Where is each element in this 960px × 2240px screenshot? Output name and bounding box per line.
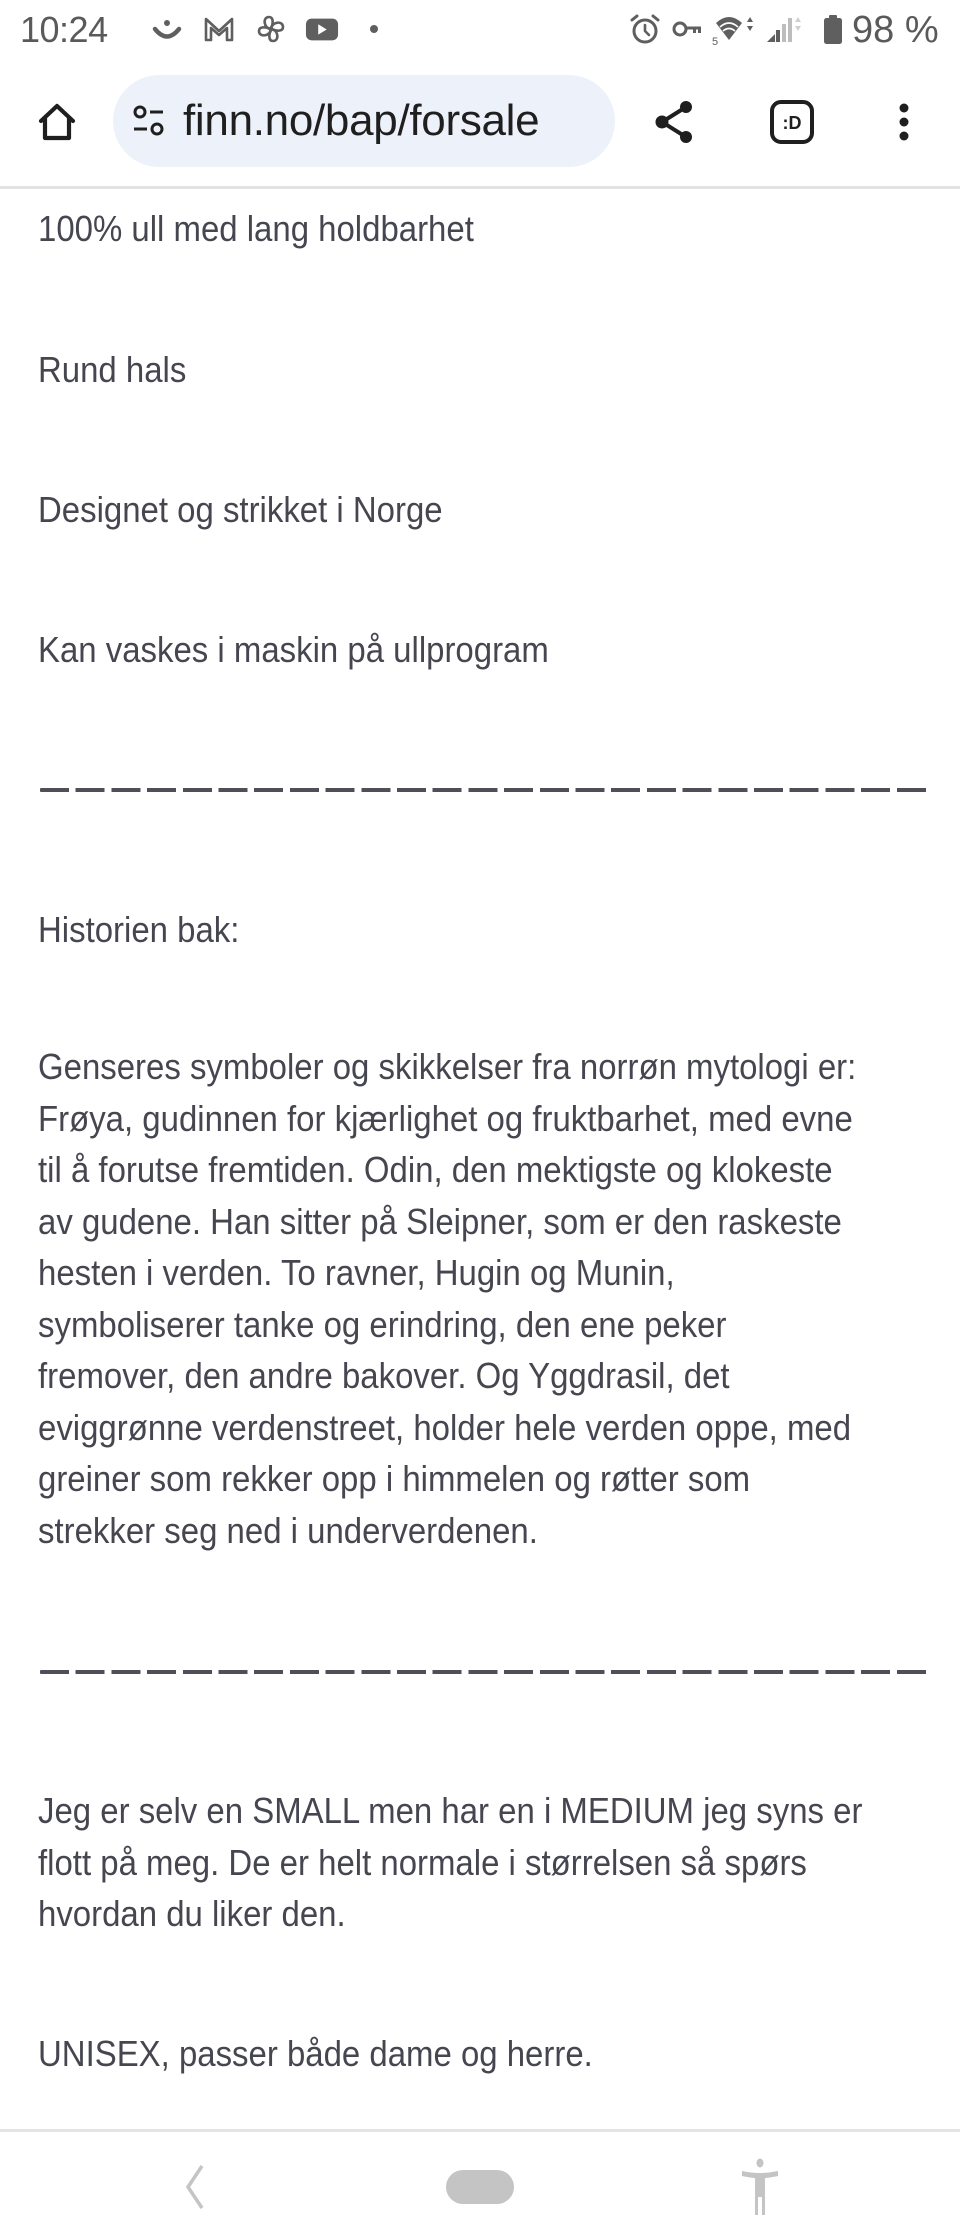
address-bar[interactable] [113, 75, 615, 167]
pinwheel-icon [254, 12, 288, 46]
wifi-5ghz-icon [712, 12, 756, 46]
svg-text:5: 5 [712, 36, 719, 46]
youtube-icon [305, 12, 339, 46]
home-pill-button[interactable] [440, 2162, 520, 2212]
home-pill-icon [446, 2170, 514, 2204]
tune-icon[interactable] [129, 101, 169, 141]
more-vert-icon [894, 97, 914, 147]
system-nav-bar [0, 2129, 960, 2240]
back-button[interactable] [170, 2162, 220, 2212]
extension-button[interactable] [760, 90, 824, 154]
home-button[interactable] [28, 90, 86, 154]
svg-text::D: :D [782, 113, 802, 133]
feature-line: 100% ull med lang holdbarhet [38, 208, 474, 249]
size-note-paragraph: Jeg er selv en SMALL men har en i MEDIUM jeg syns er flott på meg. De er helt normale i størrelsen så spørs hvordan du liker den. [38, 1790, 863, 1934]
accessibility-icon [740, 2157, 780, 2217]
alarm-icon [628, 12, 662, 46]
story-paragraph: Genseres symboler og skikkelser fra norrøn mytologi er: Frøya, gudinnen for kjærlighet og fruktbarhet, med evne til å forutse fremtiden. Odin, den mektigste og klokeste av gudene. Han sitter på Sleipner, som er den raskeste hesten i verden. To ravner, Hugin og Munin, symboliserer tanke og erindring, den ene peker fremover, den andre bakover. Og Yggdrasil, det eviggrønne verdenstreet, holder hele verden oppe, med greiner som rekker opp i himmelen og røtter som strekker seg ned i underverdenen. [38, 1046, 857, 1551]
more-notifications-dot-icon [360, 12, 394, 46]
extension-icon [769, 99, 815, 145]
toolbar-divider [0, 186, 960, 189]
accessibility-button[interactable] [735, 2162, 785, 2212]
feature-line: Designet og strikket i Norge [38, 489, 443, 530]
cell-signal-icon [764, 12, 808, 46]
smile-app-icon [150, 12, 184, 46]
status-bar [0, 0, 960, 60]
back-icon [183, 2164, 207, 2210]
vpn-key-icon [670, 12, 704, 46]
menu-button[interactable] [872, 90, 936, 154]
story-heading: Historien bak: [38, 909, 240, 950]
battery-percent: 98 % [852, 9, 939, 51]
share-button[interactable] [643, 90, 707, 154]
feature-line: Kan vaskes i maskin på ullprogram [38, 629, 549, 670]
dashed-separator [40, 1670, 927, 1674]
gmail-icon [202, 12, 236, 46]
unisex-note: UNISEX, passer både dame og herre. [38, 2033, 593, 2074]
home-icon [34, 99, 80, 145]
feature-line: Rund hals [38, 349, 187, 390]
dashed-separator [40, 788, 927, 792]
url-text[interactable]: finn.no/bap/forsale [183, 96, 540, 145]
status-time: 10:24 [20, 9, 108, 50]
share-icon [650, 97, 700, 147]
battery-icon [822, 12, 844, 46]
